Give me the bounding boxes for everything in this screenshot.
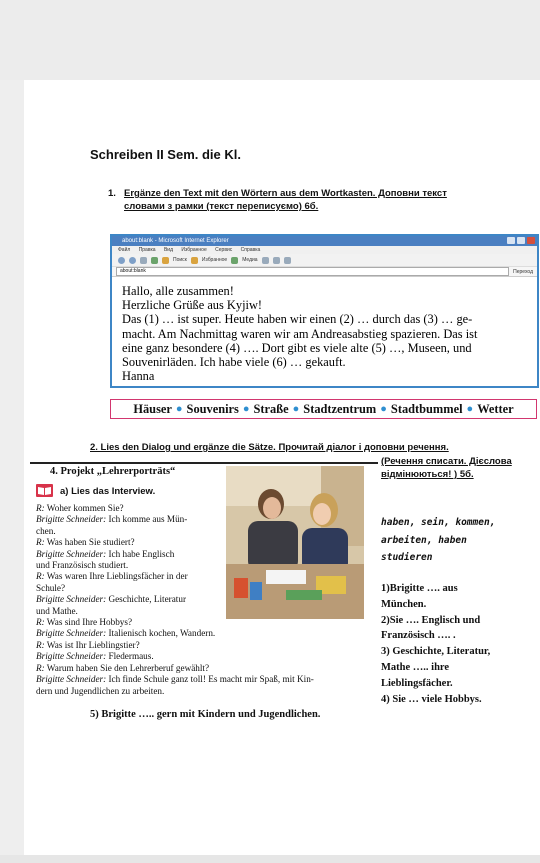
home-icon xyxy=(162,257,169,264)
window-controls xyxy=(507,237,535,244)
favorites-label: Избранное xyxy=(201,257,228,263)
media-label: Медиа xyxy=(242,257,258,263)
minimize-icon xyxy=(507,237,515,244)
menu-item: Сервис xyxy=(215,247,233,253)
stop-icon xyxy=(140,257,147,264)
interview-line: Brigitte Schneider: Ich finde Schule ganz toll! Es macht mir Spaß, mit Kin- xyxy=(36,674,314,685)
menu-item: Справка xyxy=(240,247,261,253)
interview-line: und Mathe. xyxy=(36,605,78,616)
interview-line: Schule? xyxy=(36,582,66,593)
interview-line: dern und Jugendlichen zu arbeiten. xyxy=(36,685,165,696)
word-item: Souvenirs xyxy=(186,401,239,416)
interview-text xyxy=(36,503,376,697)
letter-line: Herzliche Grüße aus Kyjiw! xyxy=(122,298,263,313)
verb-list xyxy=(381,514,531,567)
word-item: Straße xyxy=(253,401,289,416)
media-icon xyxy=(231,257,238,264)
page-title: Schreiben II Sem. die Kl. xyxy=(90,147,241,162)
sentence-5: 5) Brigitte ….. gern mit Kindern und Jugendlichen. xyxy=(90,709,321,720)
top-margin xyxy=(0,0,540,80)
interview-line: chen. xyxy=(36,525,56,536)
sentence-line: 3) Geschichte, Literatur, xyxy=(381,646,491,658)
word-box xyxy=(110,399,537,419)
interview-line: R: Was waren Ihre Lieblingsfächer in der xyxy=(36,571,188,582)
address-field: about:blank xyxy=(116,267,509,276)
interview-line: und Französisch studiert. xyxy=(36,560,129,571)
bottom-margin xyxy=(0,855,540,863)
back-icon xyxy=(118,257,125,264)
word-item: Häuser xyxy=(133,401,172,416)
mail-icon xyxy=(273,257,280,264)
sentence-line: 2)Sie …. Englisch und xyxy=(381,614,481,626)
verb-line: haben, sein, kommen, xyxy=(381,517,496,528)
bullet-dot-icon: ● xyxy=(466,403,474,415)
interview-line: R: Woher kommen Sie? xyxy=(36,503,124,513)
letter-line: Hanna xyxy=(122,369,155,384)
interview-line: Brigitte Schneider: Ich habe Englisch xyxy=(36,548,175,559)
browser-toolbar xyxy=(112,254,537,267)
bullet-dot-icon: ● xyxy=(380,403,387,415)
letter-line: Das (1) … ist super. Heute haben wir einen (2) … durch das (3) … ge- xyxy=(122,312,473,327)
interview-subtitle: a) Lies das Interview. xyxy=(60,486,156,497)
letter-line: Souvenirläden. Ich habe viele (6) … gekauft. xyxy=(122,355,346,370)
menu-item: Вид xyxy=(163,247,174,253)
browser-title-bar xyxy=(112,236,537,246)
word-item: Stadtzentrum xyxy=(303,401,377,416)
sentence-line: Lieblingsfächer. xyxy=(381,677,453,689)
word-item: Stadtbummel xyxy=(390,401,463,416)
task-1-text: Ergänze den Text mit den Wörtern aus dem Wortkasten. Доповни текст словами з рамки (текст переписуємо) 6б. xyxy=(124,188,447,212)
interview-line: Brigitte Schneider: Ich komme aus Mün- xyxy=(36,514,188,525)
browser-window-title: about:blank - Microsoft Internet Explorer xyxy=(122,238,229,244)
menu-item: Правка xyxy=(138,247,156,253)
menu-item: Файл xyxy=(118,247,131,253)
bullet-dot-icon: ● xyxy=(242,403,250,415)
verb-line: studieren xyxy=(381,552,433,563)
history-icon xyxy=(262,257,269,264)
task-1-instruction xyxy=(108,187,488,213)
browser-address-bar xyxy=(112,267,537,277)
book-icon xyxy=(36,484,53,497)
project-title: 4. Projekt „Lehrerporträts“ xyxy=(50,466,176,477)
task-2-note: (Речення списати. Дієслова відмінюються! ) 5б. xyxy=(381,456,512,480)
interview-line: R: Was sind Ihre Hobbys? xyxy=(36,617,133,628)
verb-line: arbeiten, haben xyxy=(381,534,467,546)
sentence-line: Mathe ….. ihre xyxy=(381,661,450,673)
sentence-line: Französisch …. . xyxy=(381,630,456,642)
letter-text xyxy=(112,277,537,383)
search-label: Поиск xyxy=(173,257,187,263)
browser-menu-bar xyxy=(112,246,537,254)
letter-line: macht. Am Nachmittag waren wir am Andreasabstieg spazieren. Das ist xyxy=(122,326,478,341)
interview-line: R: Was ist Ihr Lieblingstier? xyxy=(36,639,140,650)
forward-icon xyxy=(129,257,136,264)
interview-line: R: Warum haben Sie den Lehrerberuf gewählt? xyxy=(36,662,210,673)
bullet-dot-icon: ● xyxy=(175,403,183,415)
menu-item: Избранное xyxy=(181,247,207,253)
textbook-top-rule xyxy=(30,462,378,464)
interview-line: R: Was haben Sie studiert? xyxy=(36,537,135,548)
interview-line: Brigitte Schneider: Italienisch kochen, Wandern. xyxy=(36,628,216,639)
go-label: Переход xyxy=(513,268,533,275)
favorites-icon xyxy=(191,257,198,264)
bullet-dot-icon: ● xyxy=(292,403,300,415)
word-item: Wetter xyxy=(477,401,514,416)
sentence-list xyxy=(381,581,531,707)
maximize-icon xyxy=(517,237,525,244)
print-icon xyxy=(284,257,291,264)
close-icon xyxy=(527,237,535,244)
letter-line: Hallo, alle zusammen! xyxy=(122,284,234,298)
task-1-number: 1. xyxy=(108,188,116,199)
task-2-instruction: 2. Lies den Dialog und ergänze die Sätze. Прочитай діалог і доповни речення. xyxy=(90,442,449,453)
refresh-icon xyxy=(151,257,158,264)
sentence-line: München. xyxy=(381,598,427,610)
interview-line: Brigitte Schneider: Geschichte, Literatur xyxy=(36,594,187,605)
browser-window-image xyxy=(110,234,539,388)
sentence-line: 1)Brigitte …. aus xyxy=(381,583,458,594)
letter-line: eine ganz besondere (4) …. Dort gibt es viele alte (5) …, Museen, und xyxy=(122,340,472,355)
interview-line: Brigitte Schneider: Fledermaus. xyxy=(36,651,154,662)
sentence-line: 4) Sie … viele Hobbys. xyxy=(381,693,482,705)
